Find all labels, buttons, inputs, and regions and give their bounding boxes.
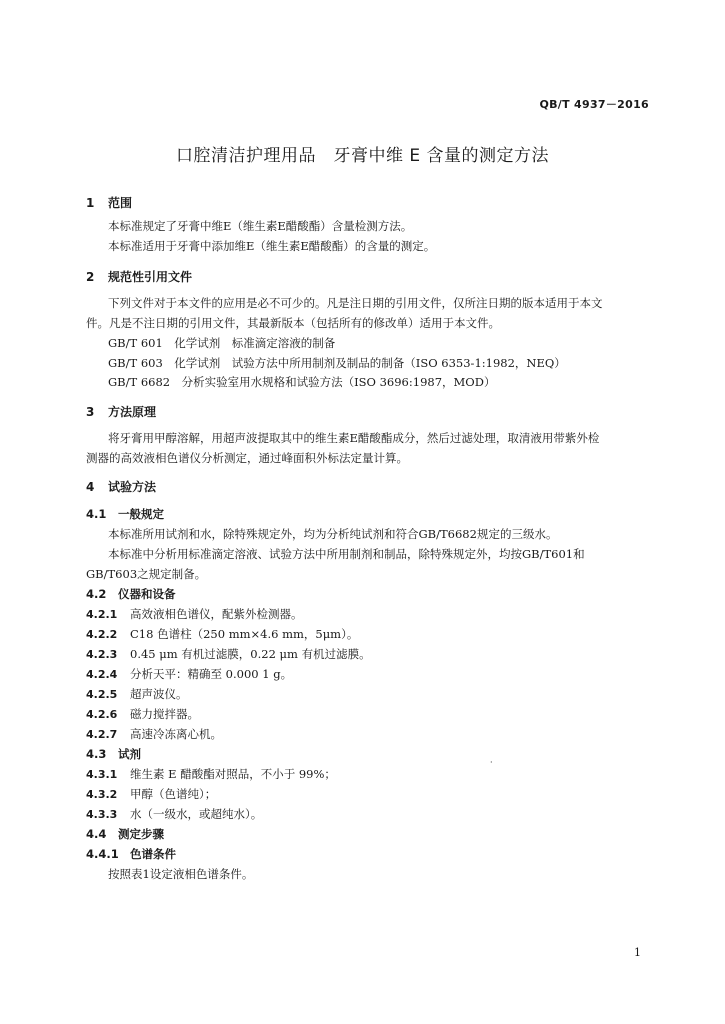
standard-number: QB/T 4937－2016 (539, 98, 649, 111)
item-text: 分析天平：精确至 0.000 1 g。 (130, 667, 293, 681)
subsection-4-4-1-heading (86, 846, 176, 862)
paragraph-line: 下列文件对于本文件的应用是必不可少的。凡是注日期的引用文件，仅所注日期的版本适用于本文 (108, 296, 603, 310)
list-item (86, 686, 188, 702)
paragraph-line: 本标准中分析用标准滴定溶液、试验方法中所用制剂和制品，除特殊规定外，均按GB/T601和 (108, 547, 585, 561)
section-title: 范围 (108, 196, 133, 210)
list-item (86, 646, 371, 662)
subsection-title: 一般规定 (118, 507, 164, 521)
list-item (86, 666, 292, 682)
subsection-title: 仪器和设备 (118, 587, 176, 601)
paragraph-line: 件。凡是不注日期的引用文件，其最新版本（包括所有的修改单）适用于本文件。 (86, 316, 500, 330)
paragraph-line: 本标准所用试剂和水，除特殊规定外，均为分析纯试剂和符合GB/T6682规定的三级水。 (108, 527, 558, 541)
section-title: 规范性引用文件 (108, 270, 193, 284)
item-text: 高速冷冻离心机。 (130, 727, 222, 741)
paragraph-line: GB/T603之规定制备。 (86, 567, 207, 581)
subsection-title: 色谱条件 (130, 847, 176, 861)
subsection-4-1-heading (86, 506, 164, 522)
page-number: 1 (634, 946, 641, 959)
section-number: 4 (86, 480, 95, 494)
paragraph-line: 按照表1设定液相色谱条件。 (108, 867, 254, 881)
document-title: 口腔清洁护理用品 牙膏中维 E 含量的测定方法 (175, 146, 550, 166)
paragraph-line: 本标准适用于牙膏中添加维E（维生素E醋酸酯）的含量的测定。 (108, 239, 436, 253)
subsection-number: 4.2 (86, 587, 107, 601)
item-text: 0.45 μm 有机过滤膜，0.22 μm 有机过滤膜。 (130, 647, 371, 661)
list-item (86, 806, 262, 822)
subsection-number: 4.1 (86, 507, 107, 521)
item-number: 4.2.1 (86, 608, 118, 621)
paragraph-line: 测器的高效液相色谱仪分析测定，通过峰面积外标法定量计算。 (86, 451, 408, 465)
subsection-4-3-heading (86, 746, 141, 762)
item-text: 高效液相色谱仪，配紫外检测器。 (130, 607, 303, 621)
reference-item: GB/T 603 化学试剂 试验方法中所用制剂及制品的制备（ISO 6353-1:1982，NEQ） (108, 356, 566, 370)
subsection-number: 4.4.1 (86, 847, 119, 861)
section-1-heading (86, 194, 132, 211)
item-text: 甲醇（色谱纯）； (130, 787, 217, 801)
subsection-title: 测定步骤 (118, 827, 164, 841)
section-3-heading (86, 403, 156, 420)
scan-dot-mark: · (490, 758, 493, 767)
subsection-4-4-heading (86, 826, 164, 842)
item-number: 4.2.4 (86, 668, 118, 681)
paragraph-line: 本标准规定了牙膏中维E（维生素E醋酸酯）含量检测方法。 (108, 219, 413, 233)
list-item (86, 726, 222, 742)
section-title: 试验方法 (108, 480, 157, 494)
subsection-title: 试剂 (118, 747, 141, 761)
section-4-heading (86, 478, 156, 495)
item-text: C18 色谱柱（250 mm×4.6 mm，5μm）。 (130, 627, 359, 641)
section-number: 2 (86, 270, 95, 284)
section-number: 1 (86, 196, 95, 210)
list-item (86, 766, 336, 782)
list-item (86, 606, 303, 622)
item-text: 维生素 E 醋酸酯对照品，不小于 99%； (130, 767, 336, 781)
item-text: 磁力搅拌器。 (130, 707, 199, 721)
list-item (86, 706, 199, 722)
list-item (86, 626, 358, 642)
section-title: 方法原理 (108, 405, 157, 419)
reference-item: GB/T 601 化学试剂 标准滴定溶液的制备 (108, 336, 336, 350)
subsection-number: 4.3 (86, 747, 107, 761)
item-text: 超声波仪。 (130, 687, 188, 701)
item-number: 4.2.7 (86, 728, 118, 741)
subsection-number: 4.4 (86, 827, 107, 841)
section-number: 3 (86, 405, 95, 419)
reference-item: GB/T 6682 分析实验室用水规格和试验方法（ISO 3696:1987，MOD） (108, 375, 496, 389)
section-2-heading (86, 268, 192, 285)
list-item (86, 786, 216, 802)
item-number: 4.2.6 (86, 708, 118, 721)
item-number: 4.3.3 (86, 808, 118, 821)
item-number: 4.2.2 (86, 628, 118, 641)
item-number: 4.2.3 (86, 648, 118, 661)
subsection-4-2-heading (86, 586, 176, 602)
item-number: 4.3.2 (86, 788, 118, 801)
item-number: 4.2.5 (86, 688, 118, 701)
paragraph-line: 将牙膏用甲醇溶解，用超声波提取其中的维生素E醋酸酯成分，然后过滤处理，取清液用带紫外检 (108, 431, 600, 445)
item-number: 4.3.1 (86, 768, 118, 781)
item-text: 水（一级水，或超纯水）。 (130, 807, 263, 821)
